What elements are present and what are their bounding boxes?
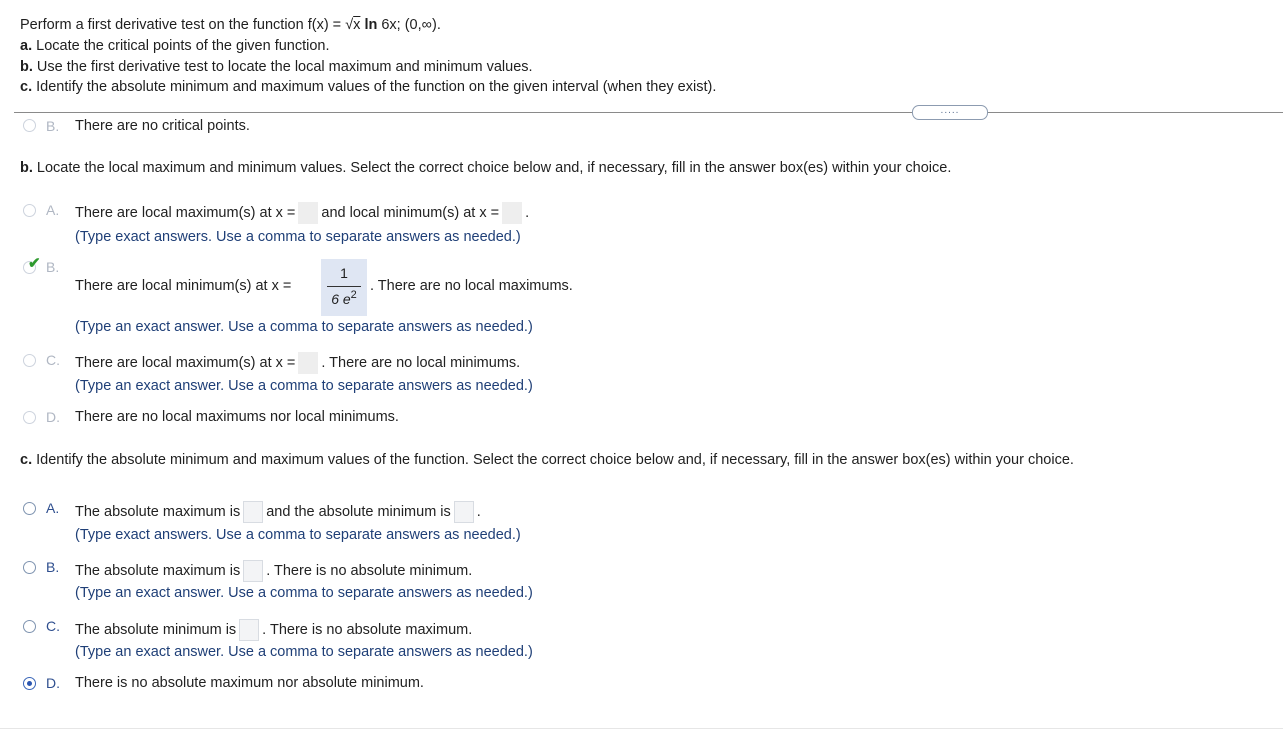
part-c-line bbox=[20, 77, 716, 98]
question-intro bbox=[20, 15, 441, 36]
sqrt-symbol: √x bbox=[345, 17, 361, 33]
radio-part-c-d[interactable] bbox=[23, 677, 36, 690]
part-a-label: a. bbox=[20, 38, 33, 54]
hint-text: (Type an exact answer. Use a comma to separate answers as needed.) bbox=[75, 378, 533, 394]
option-letter: A. bbox=[46, 202, 60, 218]
hint-text: (Type an exact answer. Use a comma to separate answers as needed.) bbox=[75, 319, 533, 335]
option-text: The absolute minimum is bbox=[75, 621, 237, 638]
option-letter: C. bbox=[46, 618, 60, 634]
option-text: . There are no local minimums. bbox=[321, 354, 521, 371]
option-letter: B. bbox=[46, 118, 60, 134]
answer-box[interactable] bbox=[454, 501, 474, 523]
radio-part-b-d[interactable] bbox=[23, 411, 36, 424]
answer-box[interactable] bbox=[239, 619, 259, 641]
intro-prefix: Perform a first derivative test on the function f(x) = bbox=[20, 17, 346, 33]
intro-suffix: 6x; (0,∞). bbox=[381, 17, 441, 33]
part-b-option-a bbox=[75, 202, 529, 224]
answer-fraction bbox=[321, 259, 367, 316]
den-base: 6 e bbox=[331, 291, 351, 307]
part-c-option-a bbox=[75, 501, 481, 523]
fraction-numerator: 1 bbox=[340, 265, 348, 281]
part-b-option-b-text: There are local minimum(s) at x = bbox=[75, 278, 292, 294]
option-letter: B. bbox=[46, 559, 60, 575]
part-a-text: Locate the critical points of the given function. bbox=[36, 38, 330, 54]
answer-box[interactable] bbox=[243, 560, 263, 582]
option-text: There is no absolute maximum nor absolute minimum. bbox=[75, 675, 424, 691]
part-c-prompt bbox=[20, 450, 1074, 471]
part-b-option-c bbox=[75, 352, 520, 374]
radio-part-a-b[interactable] bbox=[23, 119, 36, 132]
radio-part-b-a[interactable] bbox=[23, 204, 36, 217]
part-a-answer-text: There are no critical points. bbox=[75, 118, 250, 134]
part-b-prompt-label: b. bbox=[20, 160, 33, 176]
hint-text: (Type exact answers. Use a comma to separate answers as needed.) bbox=[75, 527, 521, 543]
divider bbox=[14, 112, 1283, 113]
option-text: There are local maximum(s) at x = bbox=[75, 204, 296, 221]
option-text: . There is no absolute maximum. bbox=[262, 621, 473, 638]
part-b-line bbox=[20, 57, 533, 78]
part-b-prompt-text: Locate the local maximum and minimum values. Select the correct choice below and, if necessary, fill in the answer box(es) within your choice. bbox=[36, 160, 952, 176]
option-text: . There are no local maximums. bbox=[370, 278, 573, 294]
option-letter: D. bbox=[46, 409, 60, 425]
hint-text: (Type an exact answer. Use a comma to separate answers as needed.) bbox=[75, 585, 533, 601]
bottom-divider bbox=[0, 728, 1283, 729]
radio-part-b-c[interactable] bbox=[23, 354, 36, 367]
part-c-option-b bbox=[75, 560, 472, 582]
part-a-line bbox=[20, 36, 330, 57]
expand-button[interactable]: ..... bbox=[912, 105, 988, 120]
option-text: . bbox=[525, 204, 530, 221]
radio-part-c-c[interactable] bbox=[23, 620, 36, 633]
fraction-bar bbox=[327, 286, 361, 287]
check-icon: ✔ bbox=[28, 255, 41, 272]
part-b-label: b. bbox=[20, 59, 33, 75]
option-text: . bbox=[476, 503, 481, 520]
part-c-label: c. bbox=[20, 79, 33, 95]
option-text: The absolute maximum is bbox=[75, 503, 241, 520]
fraction-denominator bbox=[321, 289, 367, 307]
part-b-text: Use the first derivative test to locate the local maximum and minimum values. bbox=[36, 59, 533, 75]
part-c-text: Identify the absolute minimum and maximum values of the function on the given interval (when they exist). bbox=[36, 79, 717, 95]
answer-box[interactable] bbox=[298, 352, 318, 374]
answer-box[interactable] bbox=[243, 501, 263, 523]
part-c-option-c bbox=[75, 619, 472, 641]
sqrt-arg: x bbox=[353, 17, 361, 33]
option-text: The absolute maximum is bbox=[75, 562, 241, 579]
option-text: There are local maximum(s) at x = bbox=[75, 354, 296, 371]
part-c-prompt-text: Identify the absolute minimum and maximum values of the function. Select the correct choice below and, if necessary, fill in the answer box(es) within your choice. bbox=[36, 452, 1074, 468]
option-text: and the absolute minimum is bbox=[266, 503, 451, 520]
option-text: . There is no absolute minimum. bbox=[266, 562, 473, 579]
option-letter: B. bbox=[46, 259, 60, 275]
den-exponent: 2 bbox=[350, 289, 357, 301]
ln-label: ln bbox=[364, 17, 378, 33]
answer-box[interactable] bbox=[298, 202, 318, 224]
option-letter: C. bbox=[46, 352, 60, 368]
option-letter: D. bbox=[46, 675, 60, 691]
option-letter: A. bbox=[46, 500, 60, 516]
option-text: and local minimum(s) at x = bbox=[321, 204, 500, 221]
hint-text: (Type exact answers. Use a comma to separate answers as needed.) bbox=[75, 229, 521, 245]
part-c-prompt-label: c. bbox=[20, 452, 33, 468]
radio-part-c-a[interactable] bbox=[23, 502, 36, 515]
answer-box[interactable] bbox=[502, 202, 522, 224]
hint-text: (Type an exact answer. Use a comma to separate answers as needed.) bbox=[75, 644, 533, 660]
radio-part-c-b[interactable] bbox=[23, 561, 36, 574]
option-text: There are no local maximums nor local minimums. bbox=[75, 409, 399, 425]
part-b-prompt bbox=[20, 158, 951, 179]
